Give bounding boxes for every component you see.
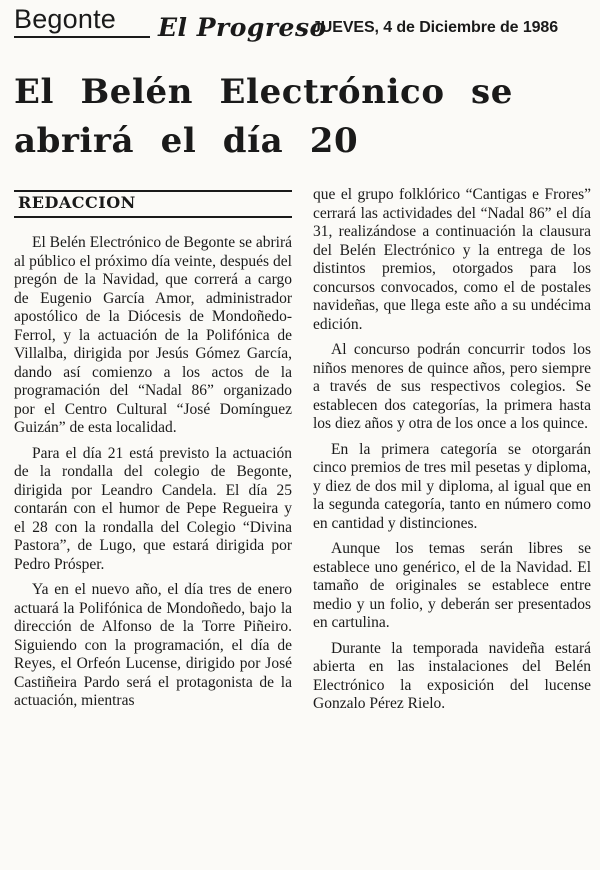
paragraph: Aunque los temas serán libres se establece uno genérico, el de la Navidad. El tamaño de originales se establece entre medio y un folio, y deberán ser presentados en cartulina.	[313, 540, 591, 631]
headline: El Belén Electrónico se abrirá el día 20	[14, 72, 514, 161]
newspaper-logo: El Progreso	[158, 13, 327, 42]
issue-date: JUEVES, 4 de Diciembre de 1986	[312, 19, 559, 36]
left-column	[14, 234, 292, 718]
byline: REDACCION	[18, 193, 136, 212]
paragraph: Al concurso podrán concurrir todos los niños menores de quince años, pero siempre a través de sus respectivos colegios. Se establecen dos categorías, la primera hasta los diez años y otra de los once a los quince.	[313, 341, 591, 432]
paragraph: En la primera categoría se otorgarán cinco premios de tres mil pesetas y diploma, y diez de dos mil y diploma, al igual que en la segunda categoría, tanto en número como en cantidad y distinciones.	[313, 440, 591, 532]
paragraph-continuation: que el grupo folklórico “Cantigas e Frores” cerrará las actividades del “Nadal 86” el día 31, realizándose a continuación la clausura del Belén Electrónico y la entrega de los distintos premios, otorgados para los concursos convocados, como el de postales navideñas, que llega este año a su undécima edición.	[313, 186, 591, 333]
paragraph: El Belén Electrónico de Begonte se abrirá al público el próximo día veinte, después del pregón de la Navidad, que correrá a cargo de Eugenio García Amor, administrador apostólico de la Diócesis de Mondoñedo-Ferrol, y la actuación de la Polifónica de Villalba, dirigida por Jesús Gómez García, dando así comienzo a los actos de la programación del “Nadal 86” organizado por el Centro Cultural “José Domínguez Guizán” de esta localidad.	[14, 234, 292, 436]
paragraph: Para el día 21 está previsto la actuación de la rondalla del colegio de Begonte, dirigida por Leandro Candela. El día 25 contarán con el humor de Pepe Regueira y el 28 con la rondalla del Colegio “Divina Pastora”, de Lugo, que estará dirigida por Pedro Prósper.	[14, 444, 292, 573]
paragraph: Durante la temporada navideña estará abierta en las instalaciones del Belén Electrónico la exposición del lucense Gonzalo Pérez Rielo.	[313, 639, 591, 712]
section-label: Begonte	[14, 4, 116, 34]
section-underline	[14, 36, 150, 38]
paragraph: Ya en el nuevo año, el día tres de enero actuará la Polifónica de Mondoñedo, bajo la dirección de Alfonso de la Torre Piñeiro. Siguiendo con la programación, el día de Reyes, el Orfeón Lucense, dirigido por José Castiñeira Pardo será el protagonista de la actuación, mientras	[14, 581, 292, 709]
byline-rule-bottom	[14, 216, 292, 218]
right-column	[313, 186, 591, 721]
